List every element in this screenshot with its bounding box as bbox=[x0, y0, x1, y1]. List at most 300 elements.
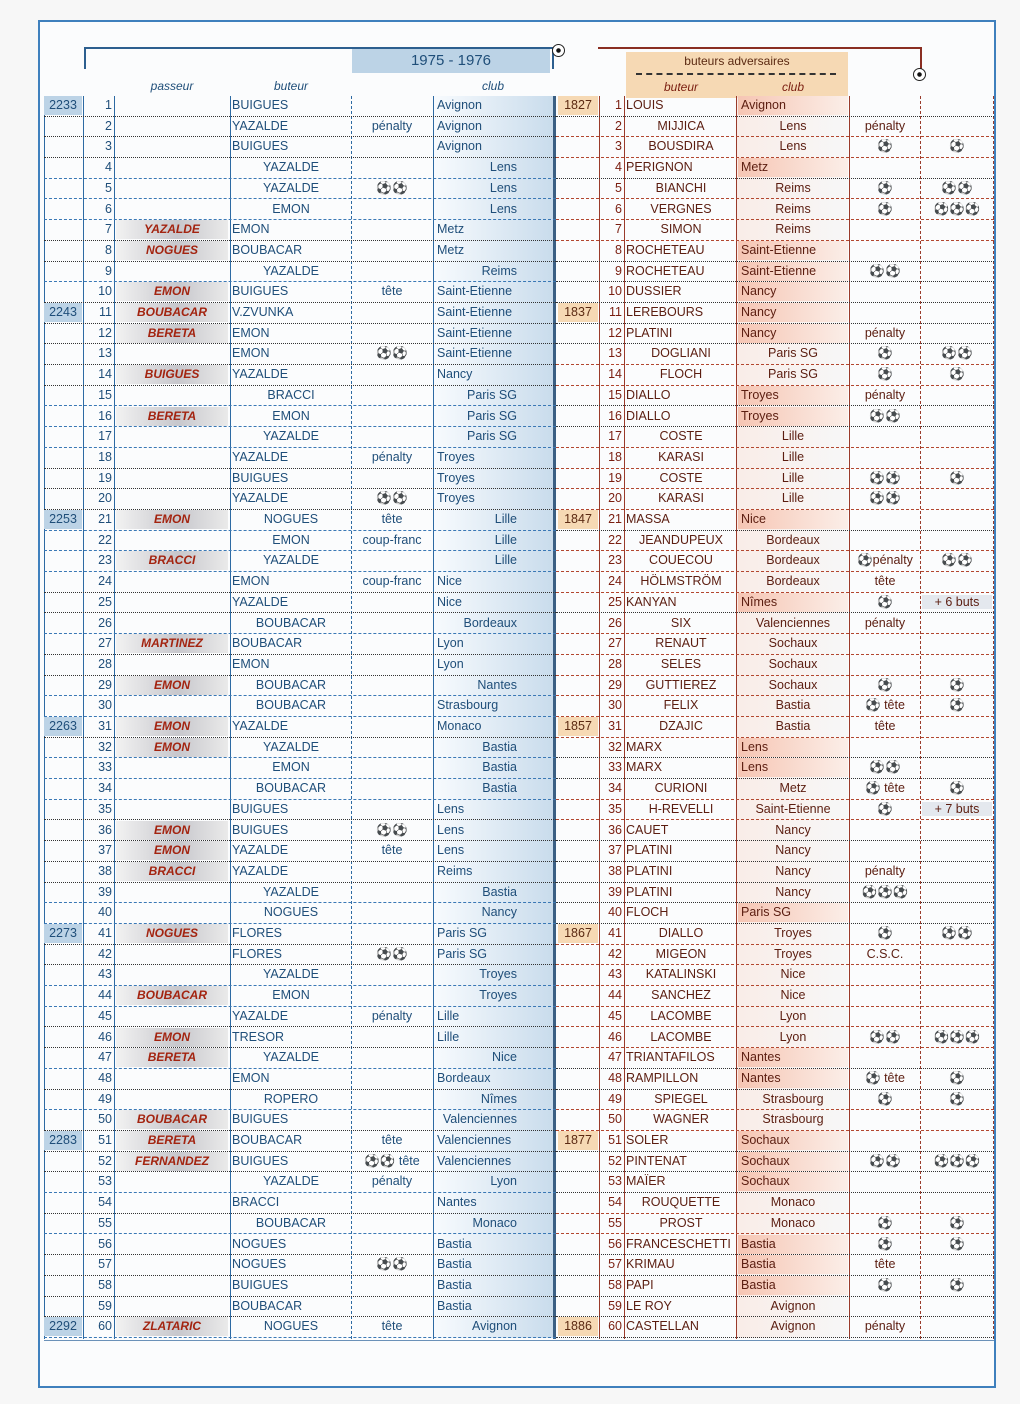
buteur: YAZALDE bbox=[232, 863, 289, 878]
running-total: 2292 bbox=[44, 1317, 82, 1336]
goal-number: 10 bbox=[98, 284, 112, 299]
opponent-buteur: LOUIS bbox=[626, 98, 664, 112]
opponent-buteur: FLOCH bbox=[659, 367, 703, 382]
passeur bbox=[116, 1090, 228, 1109]
passeur bbox=[116, 903, 228, 922]
opponent-club: Lens bbox=[779, 118, 807, 133]
club: Bastia bbox=[482, 884, 517, 899]
club: Lille bbox=[494, 532, 517, 547]
opponent-buteur: FLOCH bbox=[626, 905, 669, 920]
passeur bbox=[116, 779, 228, 798]
opponent-goal-number: 30 bbox=[608, 698, 622, 713]
opponent-buteur: SIMON bbox=[660, 222, 702, 237]
opponent-club: Nancy bbox=[775, 843, 811, 858]
buteur: BRACCI bbox=[267, 387, 315, 402]
opponent-goal-number: 22 bbox=[608, 532, 622, 547]
opponent-goal-note: ⚽ bbox=[877, 926, 893, 940]
goal-note: ⚽⚽ bbox=[376, 1257, 408, 1272]
club: Lille bbox=[494, 553, 517, 568]
opponent-goal-number: 33 bbox=[608, 760, 622, 775]
buteur: BUIGUES bbox=[232, 98, 289, 112]
club: Paris SG bbox=[437, 926, 488, 940]
opponent-goal-number: 41 bbox=[608, 926, 622, 940]
club: Bordeaux bbox=[463, 615, 517, 630]
goal-note: pénalty bbox=[371, 1008, 413, 1023]
opponent-club: Nîmes bbox=[738, 593, 848, 612]
opponent-buteur: FRANCESCHETTI bbox=[626, 1236, 731, 1251]
opponent-extra-note: + 6 buts bbox=[922, 595, 992, 609]
club: Lille bbox=[437, 1008, 460, 1023]
goal-number: 31 bbox=[98, 719, 112, 733]
club: Nîmes bbox=[480, 1091, 517, 1106]
opponent-buteur: MARX bbox=[626, 739, 663, 754]
goal-number: 6 bbox=[105, 201, 112, 216]
opponent-club: Nice bbox=[780, 988, 806, 1003]
opponent-buteur: PLATINI bbox=[626, 863, 673, 878]
opponent-goal-number: 53 bbox=[608, 1174, 622, 1189]
opponent-club: Lille bbox=[781, 449, 805, 464]
opponent-goal-number: 28 bbox=[608, 656, 622, 671]
opponent-club: Sochaux bbox=[768, 636, 818, 651]
table-row bbox=[0, 862, 1020, 883]
buteur: EMON bbox=[232, 346, 270, 361]
club: Valenciennes bbox=[437, 1153, 512, 1168]
club: Bastia bbox=[482, 739, 517, 754]
passeur bbox=[116, 800, 228, 819]
passeur bbox=[116, 572, 228, 591]
opponent-extra-note: ⚽⚽ bbox=[941, 553, 973, 568]
opponent-extra-note: ⚽⚽⚽ bbox=[933, 1029, 981, 1044]
opponent-club: Nantes bbox=[738, 1069, 848, 1088]
table-row bbox=[0, 696, 1020, 717]
opponent-extra-note: ⚽ bbox=[949, 367, 965, 382]
passeur bbox=[116, 448, 228, 467]
opponent-goal-note: ⚽⚽ bbox=[869, 1153, 901, 1168]
opponent-goal-number: 13 bbox=[608, 346, 622, 361]
table-row bbox=[0, 158, 1020, 179]
buteur: BOUBACAR bbox=[232, 242, 303, 257]
buteur: NOGUES bbox=[263, 905, 319, 920]
buteur: YAZALDE bbox=[232, 449, 289, 464]
opponent-buteur: DUSSIER bbox=[626, 284, 682, 299]
opponent-buteur: SANCHEZ bbox=[651, 988, 711, 1003]
table-row bbox=[0, 572, 1020, 593]
passeur bbox=[116, 1276, 228, 1295]
opponent-extra-note: ⚽⚽ bbox=[941, 180, 973, 195]
opponent-goal-number: 4 bbox=[615, 160, 622, 175]
opponent-club: Metz bbox=[779, 781, 807, 796]
opponent-goal-note: ⚽⚽ bbox=[869, 408, 901, 423]
club: Lens bbox=[489, 180, 517, 195]
opponent-goal-number: 6 bbox=[615, 201, 622, 216]
opponent-club: Strasbourg bbox=[762, 1091, 824, 1106]
table-row bbox=[0, 593, 1020, 614]
passeur bbox=[116, 1007, 228, 1026]
opponent-goal-number: 16 bbox=[608, 408, 622, 423]
club: Monaco bbox=[472, 1215, 517, 1230]
opponent-buteur: BIANCHI bbox=[655, 180, 707, 195]
buteur: EMON bbox=[232, 325, 270, 340]
opponent-club: Bordeaux bbox=[766, 532, 820, 547]
table-row bbox=[0, 117, 1020, 138]
opponent-goal-number: 47 bbox=[608, 1050, 622, 1065]
opponent-goal-number: 5 bbox=[615, 180, 622, 195]
opponent-club: Nancy bbox=[738, 303, 848, 322]
opponent-goal-note: ⚽ bbox=[877, 201, 893, 216]
buteur: YAZALDE bbox=[232, 594, 289, 609]
opponent-goal-number: 48 bbox=[608, 1070, 622, 1085]
goal-number: 32 bbox=[98, 739, 112, 754]
club: Troyes bbox=[437, 470, 475, 485]
opponent-extra-note: ⚽⚽ bbox=[941, 926, 973, 940]
opponent-goal-note: ⚽ bbox=[877, 139, 893, 154]
opponent-goal-number: 11 bbox=[609, 305, 622, 319]
goal-number: 36 bbox=[98, 822, 112, 837]
club: Metz bbox=[437, 222, 465, 237]
buteur: EMON bbox=[232, 1070, 270, 1085]
opponent-goal-number: 38 bbox=[608, 863, 622, 878]
opponent-goal-number: 26 bbox=[608, 615, 622, 630]
table-row bbox=[0, 758, 1020, 779]
header-club: club bbox=[481, 79, 504, 93]
header-club-adverse: club bbox=[781, 80, 804, 94]
goal-number: 34 bbox=[98, 781, 112, 796]
opponent-goal-number: 37 bbox=[608, 843, 622, 858]
buteur: YAZALDE bbox=[262, 553, 320, 568]
passeur: MARTINEZ bbox=[116, 634, 228, 653]
buteur: EMON bbox=[272, 532, 310, 547]
table-row bbox=[0, 531, 1020, 552]
opponent-goal-number: 54 bbox=[608, 1195, 622, 1210]
buteur: BUIGUES bbox=[232, 1153, 289, 1168]
goal-number: 33 bbox=[98, 760, 112, 775]
goal-number: 30 bbox=[98, 698, 112, 713]
opponent-buteur: LE ROY bbox=[626, 1298, 672, 1313]
table-row bbox=[0, 1255, 1020, 1276]
opponent-goal-note: pénalty bbox=[864, 1319, 906, 1334]
opponent-buteur: HÖLMSTRÖM bbox=[640, 574, 722, 589]
opponent-goal-number: 52 bbox=[608, 1153, 622, 1168]
table-row bbox=[0, 986, 1020, 1007]
goal-number: 11 bbox=[99, 305, 112, 319]
opponent-buteur: SELES bbox=[660, 656, 702, 671]
club: Strasbourg bbox=[437, 698, 499, 713]
passeur: BUIGUES bbox=[116, 365, 228, 384]
opponent-goal-note: ⚽ tête bbox=[865, 698, 905, 713]
goal-number: 5 bbox=[105, 180, 112, 195]
club: Monaco bbox=[437, 719, 482, 733]
table-row bbox=[0, 344, 1020, 365]
opponent-club: Bordeaux bbox=[766, 574, 820, 589]
opponent-goal-number: 49 bbox=[608, 1091, 622, 1106]
opponent-club: Strasbourg bbox=[762, 1112, 824, 1127]
club: Nice bbox=[437, 594, 463, 609]
opponent-club: Bastia bbox=[738, 1255, 848, 1274]
table-row bbox=[0, 489, 1020, 510]
club: Reims bbox=[437, 863, 473, 878]
goal-number: 26 bbox=[98, 615, 112, 630]
club: Lyon bbox=[437, 636, 464, 651]
opponent-extra-note: ⚽ bbox=[949, 470, 965, 485]
opponent-buteur: WAGNER bbox=[653, 1112, 709, 1127]
club: Lens bbox=[437, 801, 465, 816]
goal-number: 46 bbox=[98, 1029, 112, 1044]
opponent-goal-number: 51 bbox=[608, 1133, 622, 1147]
opponent-goal-number: 19 bbox=[608, 470, 622, 485]
goal-number: 21 bbox=[98, 512, 112, 526]
table-row bbox=[0, 883, 1020, 904]
opponent-club: Paris SG bbox=[767, 367, 818, 382]
table-row bbox=[0, 1131, 1020, 1152]
club: Nice bbox=[491, 1050, 517, 1065]
opponent-goal-number: 29 bbox=[608, 677, 622, 692]
passeur: EMON bbox=[116, 821, 228, 840]
table-row bbox=[0, 407, 1020, 428]
opponent-buteur: KARASI bbox=[658, 491, 704, 506]
opponent-goal-note: ⚽ tête bbox=[865, 781, 905, 796]
passeur bbox=[116, 137, 228, 156]
goal-number: 20 bbox=[98, 491, 112, 506]
buteur: EMON bbox=[272, 988, 310, 1003]
opponent-buteur: KANYAN bbox=[626, 594, 677, 609]
passeur bbox=[116, 117, 228, 136]
table-row bbox=[0, 365, 1020, 386]
football-icon bbox=[913, 68, 926, 81]
passeur: BRACCI bbox=[116, 551, 228, 570]
table-row bbox=[0, 676, 1020, 697]
opponent-goal-number: 32 bbox=[608, 739, 622, 754]
club: Valenciennes bbox=[437, 1133, 512, 1147]
running-total: 2283 bbox=[44, 1131, 82, 1150]
opponent-club: Paris SG bbox=[738, 903, 848, 922]
row-rule-right bbox=[556, 1337, 994, 1338]
table-row bbox=[0, 1172, 1020, 1193]
club: Paris SG bbox=[466, 429, 517, 444]
passeur: BERETA bbox=[116, 1131, 228, 1150]
opponent-goal-number: 35 bbox=[608, 801, 622, 816]
opponent-goal-note: pénalty bbox=[864, 863, 906, 878]
club: Paris SG bbox=[437, 946, 488, 961]
passeur: FERNANDEZ bbox=[116, 1152, 228, 1171]
opponent-goal-note: ⚽⚽ bbox=[869, 470, 901, 485]
buteur: YAZALDE bbox=[262, 429, 320, 444]
buteur: YAZALDE bbox=[232, 491, 289, 506]
opponent-goal-note: ⚽⚽ bbox=[869, 491, 901, 506]
table-row bbox=[0, 1110, 1020, 1131]
opponent-goal-note: ⚽ bbox=[877, 594, 893, 609]
opponent-club: Lille bbox=[781, 429, 805, 444]
passeur bbox=[116, 1297, 228, 1316]
opponent-goal-number: 50 bbox=[608, 1112, 622, 1127]
opponent-club: Lens bbox=[779, 139, 807, 154]
table-row bbox=[0, 1069, 1020, 1090]
goal-number: 54 bbox=[98, 1195, 112, 1210]
goal-number: 40 bbox=[98, 905, 112, 920]
opponent-goal-note: ⚽ bbox=[877, 1091, 893, 1106]
passeur bbox=[116, 1255, 228, 1274]
goal-number: 29 bbox=[98, 677, 112, 692]
passeur: NOGUES bbox=[116, 924, 228, 943]
goal-number: 51 bbox=[98, 1133, 112, 1147]
table-row bbox=[0, 1007, 1020, 1028]
opponent-goal-note: ⚽ bbox=[877, 801, 893, 816]
opponent-running-total: 1847 bbox=[558, 510, 598, 529]
goal-number: 27 bbox=[98, 636, 112, 651]
opponent-goal-number: 39 bbox=[608, 884, 622, 899]
passeur bbox=[116, 427, 228, 446]
goal-number: 22 bbox=[98, 532, 112, 547]
table-row bbox=[0, 1297, 1020, 1318]
opponent-club: Avignon bbox=[770, 1319, 816, 1334]
bottom-rule bbox=[44, 1340, 994, 1341]
opponent-goal-number: 55 bbox=[608, 1215, 622, 1230]
opponent-extra-note: ⚽ bbox=[949, 139, 965, 154]
table-row bbox=[0, 220, 1020, 241]
opponent-club: Valenciennes bbox=[755, 615, 831, 630]
opponent-goal-number: 12 bbox=[608, 325, 622, 340]
goal-number: 12 bbox=[98, 325, 112, 340]
opponent-goal-number: 15 bbox=[608, 387, 622, 402]
passeur bbox=[116, 1172, 228, 1191]
table-row bbox=[0, 924, 1020, 945]
opponent-goal-number: 45 bbox=[608, 1008, 622, 1023]
passeur: EMON bbox=[116, 738, 228, 757]
goal-number: 2 bbox=[105, 118, 112, 133]
opponent-club: Lyon bbox=[779, 1008, 807, 1023]
table-row bbox=[0, 96, 1020, 117]
opponent-goal-note: ⚽ bbox=[877, 1277, 893, 1292]
goal-note: tête bbox=[381, 284, 403, 299]
opponent-club: Troyes bbox=[774, 946, 812, 961]
passeur: ZLATARIC bbox=[116, 1317, 228, 1336]
opponent-club: Avignon bbox=[770, 1298, 816, 1313]
opponent-buteur: DZAJIC bbox=[659, 719, 703, 733]
opponent-club: Nancy bbox=[775, 822, 811, 837]
opponent-goal-note: tête bbox=[874, 719, 896, 733]
opponent-club: Lille bbox=[781, 491, 805, 506]
opponent-goal-note: tête bbox=[874, 1257, 896, 1272]
passeur bbox=[116, 386, 228, 405]
buteur: YAZALDE bbox=[262, 967, 320, 982]
opponent-club: Metz bbox=[738, 158, 848, 177]
table-row bbox=[0, 655, 1020, 676]
running-total: 2273 bbox=[44, 924, 82, 943]
club: Saint-Etienne bbox=[437, 325, 513, 340]
opponent-club: Monaco bbox=[770, 1195, 816, 1210]
opponent-buteur: MIGEON bbox=[655, 946, 707, 961]
opponent-goal-note: pénalty bbox=[864, 118, 906, 133]
goal-note: pénalty bbox=[371, 1174, 413, 1189]
opponent-goal-number: 3 bbox=[615, 139, 622, 154]
club: Lens bbox=[489, 201, 517, 216]
opponent-goal-number: 10 bbox=[608, 284, 622, 299]
table-row bbox=[0, 551, 1020, 572]
opponent-goal-number: 2 bbox=[615, 118, 622, 133]
opponent-buteur: MARX bbox=[626, 760, 663, 775]
opponent-buteur: H-REVELLI bbox=[648, 801, 714, 816]
passeur: EMON bbox=[116, 676, 228, 695]
club: Nantes bbox=[477, 677, 517, 692]
table-row bbox=[0, 1214, 1020, 1235]
opponent-goal-number: 23 bbox=[608, 553, 622, 568]
opponent-goal-note: C.S.C. bbox=[866, 946, 904, 961]
opponent-goal-note: pénalty bbox=[864, 387, 906, 402]
opponent-buteur: MAÏER bbox=[626, 1174, 666, 1189]
buteur: EMON bbox=[272, 408, 310, 423]
opponent-club: Lens bbox=[738, 758, 848, 777]
passeur: EMON bbox=[116, 841, 228, 860]
club: Troyes bbox=[479, 967, 517, 982]
goal-number: 48 bbox=[98, 1070, 112, 1085]
opponent-club: Saint-Etienne bbox=[738, 262, 848, 281]
club: Valenciennes bbox=[442, 1112, 517, 1127]
opponent-buteur: CAUET bbox=[626, 822, 669, 837]
table-row bbox=[0, 1028, 1020, 1049]
opponent-buteur: KRIMAU bbox=[626, 1257, 675, 1272]
opponent-club: Sochaux bbox=[768, 677, 818, 692]
club: Metz bbox=[437, 242, 465, 257]
opponent-goal-number: 1 bbox=[615, 98, 622, 112]
passeur bbox=[116, 469, 228, 488]
opponent-running-total: 1857 bbox=[558, 717, 598, 736]
opponent-buteur: PLATINI bbox=[626, 325, 673, 340]
passeur bbox=[116, 883, 228, 902]
table-row bbox=[0, 386, 1020, 407]
goal-number: 37 bbox=[98, 843, 112, 858]
goal-number: 57 bbox=[98, 1257, 112, 1272]
table-row bbox=[0, 282, 1020, 303]
opponent-club: Reims bbox=[775, 222, 811, 237]
opponent-buteur: DIALLO bbox=[626, 408, 671, 423]
row-rule-left bbox=[44, 1337, 556, 1338]
passeur bbox=[116, 696, 228, 715]
goal-number: 3 bbox=[105, 139, 112, 154]
goal-number: 15 bbox=[98, 387, 112, 402]
opponent-club: Sochaux bbox=[738, 1152, 848, 1171]
buteur: FLORES bbox=[232, 946, 283, 961]
passeur bbox=[116, 96, 228, 115]
opponent-buteur: SOLER bbox=[626, 1133, 669, 1147]
goal-number: 41 bbox=[98, 926, 112, 940]
passeur bbox=[116, 758, 228, 777]
opponent-goal-number: 59 bbox=[608, 1298, 622, 1313]
opponent-goal-note: pénalty bbox=[864, 615, 906, 630]
opponent-club: Bordeaux bbox=[766, 553, 820, 568]
goal-note: ⚽⚽ bbox=[376, 491, 408, 506]
opponent-goal-note: ⚽⚽ bbox=[869, 760, 901, 775]
table-row bbox=[0, 324, 1020, 345]
goal-note: ⚽⚽ bbox=[376, 946, 408, 961]
table-row bbox=[0, 1193, 1020, 1214]
goal-number: 8 bbox=[105, 242, 112, 257]
passeur bbox=[116, 1193, 228, 1212]
buteur: BOUBACAR bbox=[232, 636, 303, 651]
opponent-goal-note: ⚽⚽ bbox=[869, 1029, 901, 1044]
running-total: 2233 bbox=[44, 96, 82, 115]
opponent-extra-note: ⚽ bbox=[949, 781, 965, 796]
passeur bbox=[116, 945, 228, 964]
table-row bbox=[0, 965, 1020, 986]
goal-number: 47 bbox=[98, 1050, 112, 1065]
opponent-buteur: RENAUT bbox=[655, 636, 707, 651]
passeur: EMON bbox=[116, 1028, 228, 1047]
goal-note: pénalty bbox=[371, 118, 413, 133]
season-title: 1975 - 1976 bbox=[352, 49, 550, 73]
opponent-goal-number: 9 bbox=[615, 263, 622, 278]
opponent-club: Sochaux bbox=[768, 656, 818, 671]
opponent-club: Reims bbox=[775, 201, 811, 216]
buteur: BUIGUES bbox=[232, 1277, 289, 1292]
